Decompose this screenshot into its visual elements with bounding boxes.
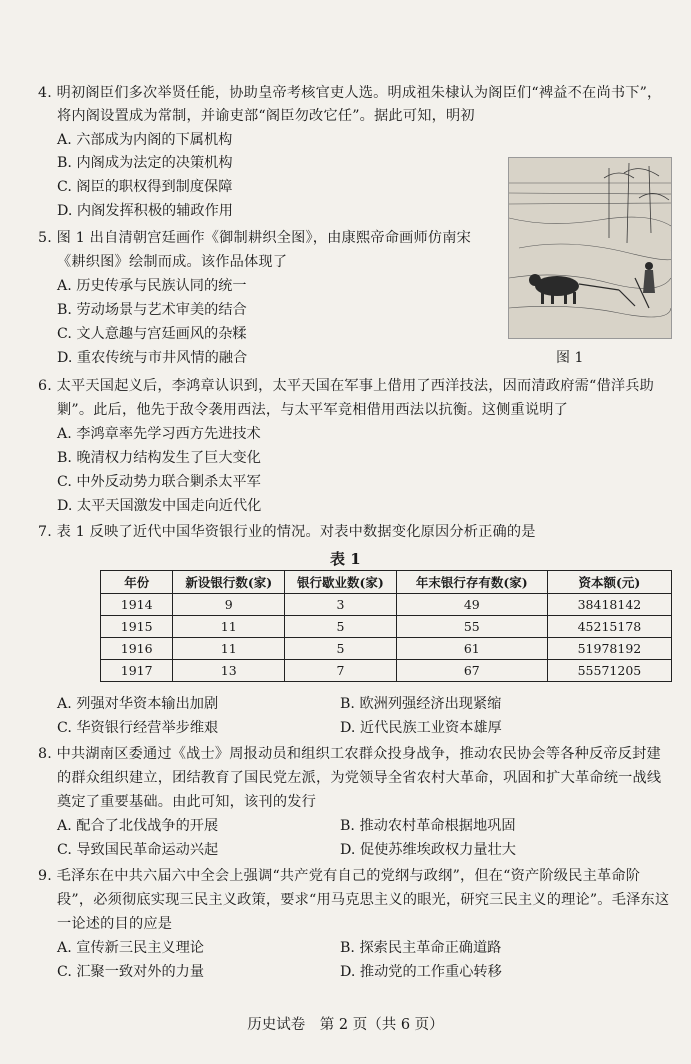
q4-option-b: B. 内阁成为法定的决策机构: [57, 155, 233, 171]
table-header-cell: 银行歇业数(家): [285, 571, 397, 594]
table-cell: 1915: [101, 616, 173, 638]
q5-option-b: B. 劳动场景与艺术审美的结合: [57, 302, 247, 318]
table-row: [101, 638, 672, 660]
q7-option-a: A. 列强对华资本输出加剧: [57, 696, 219, 712]
q7-option-c: C. 华资银行经营举步维艰: [57, 720, 219, 736]
table-1-title: 表 1: [330, 550, 361, 568]
q9-option-b: B. 探索民主革命正确道路: [340, 940, 502, 956]
table-cell: 7: [285, 660, 397, 682]
table-cell: 61: [396, 638, 547, 660]
table-cell: 45215178: [547, 616, 671, 638]
table-cell: 5: [285, 616, 397, 638]
table-header-cell: 年份: [101, 571, 173, 594]
table-cell: 55571205: [547, 660, 671, 682]
table-header-cell: 年末银行存有数(家): [396, 571, 547, 594]
q6-option-b: B. 晚清权力结构发生了巨大变化: [57, 450, 261, 466]
table-row: [101, 660, 672, 682]
q7-option-b: B. 欧洲列强经济出现紧缩: [340, 696, 502, 712]
table-cell: 9: [173, 594, 285, 616]
q6-stem-line1: 6. 太平天国起义后，李鸿章认识到，太平天国在军事上借用了西洋技法，因而清政府需“借洋兵助: [38, 378, 654, 394]
figure-1-caption: 图 1: [556, 350, 584, 366]
q8-option-b: B. 推动农村革命根据地巩固: [340, 818, 516, 834]
q5-option-a: A. 历史传承与民族认同的统一: [57, 278, 247, 294]
q4-option-a: A. 六部成为内阁的下属机构: [57, 132, 233, 148]
table-cell: 51978192: [547, 638, 671, 660]
q6-option-a: A. 李鸿章率先学习西方先进技术: [57, 426, 261, 442]
table-cell: 1914: [101, 594, 173, 616]
q6-option-c: C. 中外反动势力联合剿杀太平军: [57, 474, 261, 490]
q5-option-d: D. 重农传统与市井风情的融合: [57, 350, 248, 366]
q8-option-d: D. 促使苏维埃政权力量壮大: [340, 842, 516, 858]
q9-option-d: D. 推动党的工作重心转移: [340, 964, 502, 980]
table-cell: 1916: [101, 638, 173, 660]
q4-option-c: C. 阁臣的职权得到制度保障: [57, 179, 233, 195]
table-header-cell: 资本额(元): [547, 571, 671, 594]
table-header-cell: 新设银行数(家): [173, 571, 285, 594]
q9-option-a: A. 宣传新三民主义理论: [57, 940, 204, 956]
table-header-row: [101, 571, 672, 594]
q8-option-a: A. 配合了北伐战争的开展: [57, 818, 219, 834]
ox-ploughing-illustration: [509, 158, 671, 338]
q6-stem-line2: 剿”。此后，他先于敌令袭用西法，与太平军竞相借用西法以抗衡。这侧重说明了: [57, 402, 569, 418]
q4-stem-line2: 将内阁设置成为常制，并谕吏部“阁臣勿改它任”。据此可知，明初: [57, 108, 475, 124]
page-footer: 历史试卷 第 2 页（共 6 页）: [247, 1017, 444, 1033]
q4-stem-line1: 4. 明初阁臣们多次举贤任能，协助皇帝考核官吏人选。明成祖朱棣认为阁臣们“裨益不在尚书下”，: [38, 85, 662, 101]
table-row: [101, 594, 672, 616]
table-cell: 1917: [101, 660, 173, 682]
q6-option-d: D. 太平天国激发中国走向近代化: [57, 498, 262, 514]
q5-option-c: C. 文人意趣与宫廷画风的杂糅: [57, 326, 247, 342]
q8-option-c: C. 导致国民革命运动兴起: [57, 842, 219, 858]
q9-option-c: C. 汇聚一致对外的力量: [57, 964, 205, 980]
q5-stem-line2: 《耕织图》绘制而成。该作品体现了: [57, 254, 288, 270]
q9-stem-line1: 9. 毛泽东在中共六届六中全会上强调“共产党有自己的党纲与政纲”，但在“资产阶级民主革命阶: [38, 868, 641, 884]
table-cell: 5: [285, 638, 397, 660]
q8-stem-line3: 奠定了重要基础。由此可知，该刊的发行: [57, 794, 316, 810]
q7-stem-line1: 7. 表 1 反映了近代中国华资银行业的情况。对表中数据变化原因分析正确的是: [38, 524, 536, 540]
q8-stem-line2: 的群众组织建立，团结教育了国民党左派，为党领导全省农村大革命，巩固和扩大革命统一战线: [57, 770, 662, 786]
q8-stem-line1: 8. 中共湖南区委通过《战士》周报动员和组织工农群众投身战争，推动农民协会等各种反帝反封建: [38, 746, 661, 762]
table-cell: 11: [173, 616, 285, 638]
table-cell: 67: [396, 660, 547, 682]
table-cell: 11: [173, 638, 285, 660]
q4-option-d: D. 内阁发挥积极的辅政作用: [57, 203, 233, 219]
table-row: [101, 616, 672, 638]
table-cell: 13: [173, 660, 285, 682]
table-1: [100, 570, 672, 682]
q9-stem-line3: 一论述的目的应是: [57, 916, 173, 932]
table-cell: 3: [285, 594, 397, 616]
q7-option-d: D. 近代民族工业资本雄厚: [340, 720, 502, 736]
figure-1-painting: [508, 157, 672, 339]
q9-stem-line2: 段”，必须彻底实现三民主义政策，要求“用马克思主义的眼光，研究三民主义的理论”。毛泽东这: [57, 892, 670, 908]
table-cell: 38418142: [547, 594, 671, 616]
table-cell: 49: [396, 594, 547, 616]
table-cell: 55: [396, 616, 547, 638]
q5-stem-line1: 5. 图 1 出自清朝宫廷画作《御制耕织全图》，由康熙帝命画师仿南宋: [38, 230, 472, 246]
